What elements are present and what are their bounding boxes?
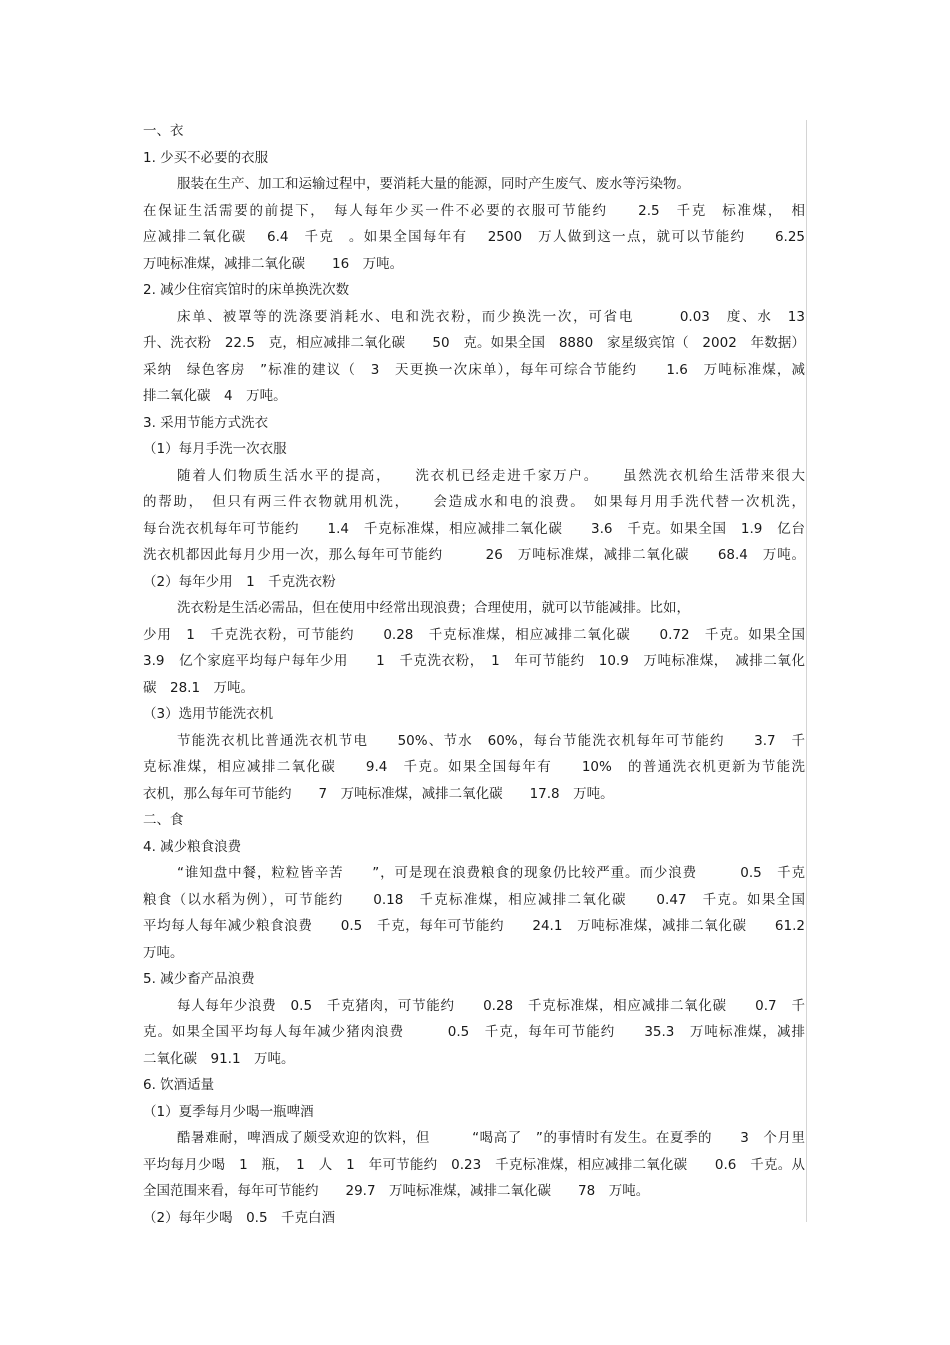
paragraph-line: 排二氧化碳 4 万吨。 <box>143 388 287 404</box>
item-heading: （2）每年少喝 0.5 千克白酒 <box>143 1209 336 1226</box>
paragraph-line: 服装在生产、加工和运输过程中，要消耗大量的能源，同时产生废气、废水等污染物。 <box>177 176 690 192</box>
paragraph-line: 碳 28.1 万吨。 <box>143 679 255 696</box>
paragraph-line: 酷暑难耐，啤酒成了颇受欢迎的饮料，但 “喝高了 ”的事情时有发生。在夏季的 3 个月里 <box>177 1130 805 1146</box>
item-heading: （1）每月手洗一次衣服 <box>143 441 287 457</box>
paragraph-line: 在保证生活需要的前提下， 每人每年少买一件不必要的衣服可节能约 2.5 千克 标准煤， 相 <box>143 202 805 219</box>
paragraph-line: 节能洗衣机比普通洗衣机节电 50%、节水 60%，每台节能洗衣机每年可节能约 3.7 千 <box>177 732 805 749</box>
paragraph-line: 应减排二氧化碳 6.4 千克 。如果全国每年有 2500 万人做到这一点，就可以节能约 6.25 <box>143 229 805 245</box>
paragraph-line: 的帮助， 但只有两三件衣物就用机洗， 会造成水和电的浪费。 如果每月用手洗代替一次机洗， <box>143 494 805 510</box>
paragraph-line: 平均每月少喝 1 瓶， 1 人 1 年可节能约 0.23 千克标准煤，相应减排二氧化碳 0.6 千克。从 <box>143 1156 805 1173</box>
section-heading: 二、食 <box>143 812 184 828</box>
subsection-heading: 3. 采用节能方式洗衣 <box>143 414 269 431</box>
paragraph-line: 3.9 亿个家庭平均每户每年少用 1 千克洗衣粉， 1 年可节能约 10.9 万吨标准煤， 减排二氧化 <box>143 653 805 669</box>
paragraph-line: 洗衣粉是生活必需品，但在使用中经常出现浪费；合理使用，就可以节能减排。比如， <box>177 600 690 616</box>
paragraph-line: 升、洗衣粉 22.5 克，相应减排二氧化碳 50 克。如果全国 8880 家星级宾馆（ 2002 年数据） <box>143 335 805 351</box>
subsection-heading: 5. 减少畜产品浪费 <box>143 971 255 987</box>
paragraph-line: 全国范围来看，每年可节能约 29.7 万吨标准煤，减排二氧化碳 78 万吨。 <box>143 1183 650 1199</box>
paragraph-line: 少用 1 千克洗衣粉，可节能约 0.28 千克标准煤，相应减排二氧化碳 0.72 千克。如果全国 <box>143 626 805 643</box>
paragraph-line: 万吨标准煤，减排二氧化碳 16 万吨。 <box>143 255 404 272</box>
subsection-heading: 4. 减少粮食浪费 <box>143 838 242 855</box>
paragraph-line: 衣机，那么每年可节能约 7 万吨标准煤，减排二氧化碳 17.8 万吨。 <box>143 785 614 802</box>
paragraph-line: 每人每年少浪费 0.5 千克猪肉，可节能约 0.28 千克标准煤，相应减排二氧化碳 0.7 千 <box>177 997 805 1014</box>
item-heading: （1）夏季每月少喝一瓶啤酒 <box>143 1103 314 1120</box>
page-margin-rule <box>806 120 807 1222</box>
paragraph-line: 克标准煤，相应减排二氧化碳 9.4 千克。如果全国每年有 10% 的普通洗衣机更新为节能洗 <box>143 759 805 775</box>
paragraph-line: 二氧化碳 91.1 万吨。 <box>143 1050 295 1067</box>
paragraph-line: 平均每人每年减少粮食浪费 0.5 千克，每年可节能约 24.1 万吨标准煤，减排二氧化碳 61.2 <box>143 918 805 934</box>
item-heading: （2）每年少用 1 千克洗衣粉 <box>143 573 336 590</box>
paragraph-line: 克。如果全国平均每人每年减少猪肉浪费 0.5 千克，每年可节能约 35.3 万吨标准煤，减排 <box>143 1024 805 1040</box>
paragraph-line: 万吨。 <box>143 944 184 961</box>
subsection-heading: 1. 少买不必要的衣服 <box>143 149 269 166</box>
paragraph-line: 采纳 绿色客房 ”标准的建议（ 3 天更换一次床单），每年可综合节能约 1.6 万吨标准煤，减 <box>143 361 805 378</box>
paragraph-line: 床单、被罩等的洗涤要消耗水、电和洗衣粉，而少换洗一次，可省电 0.03 度、水 13 <box>177 308 805 325</box>
paragraph-line: “谁知盘中餐，粒粒皆辛苦 ”，可是现在浪费粮食的现象仍比较严重。而少浪费 0.5 千克 <box>177 865 805 881</box>
paragraph-line: 随着人们物质生活水平的提高， 洗衣机已经走进千家万户。 虽然洗衣机给生活带来很大 <box>177 467 805 484</box>
document-body <box>143 118 805 1231</box>
subsection-heading: 6. 饮酒适量 <box>143 1077 215 1093</box>
subsection-heading: 2. 减少住宿宾馆时的床单换洗次数 <box>143 282 350 298</box>
paragraph-line: 洗衣机都因此每月少用一次，那么每年可节能约 26 万吨标准煤，减排二氧化碳 68.4 万吨。 <box>143 547 805 563</box>
section-heading: 一、衣 <box>143 123 184 139</box>
paragraph-line: 每台洗衣机每年可节能约 1.4 千克标准煤，相应减排二氧化碳 3.6 千克。如果全国 1.9 亿台 <box>143 520 805 537</box>
paragraph-line: 粮食（以水稻为例），可节能约 0.18 千克标准煤，相应减排二氧化碳 0.47 千克。如果全国 <box>143 891 805 908</box>
item-heading: （3）选用节能洗衣机 <box>143 706 274 722</box>
